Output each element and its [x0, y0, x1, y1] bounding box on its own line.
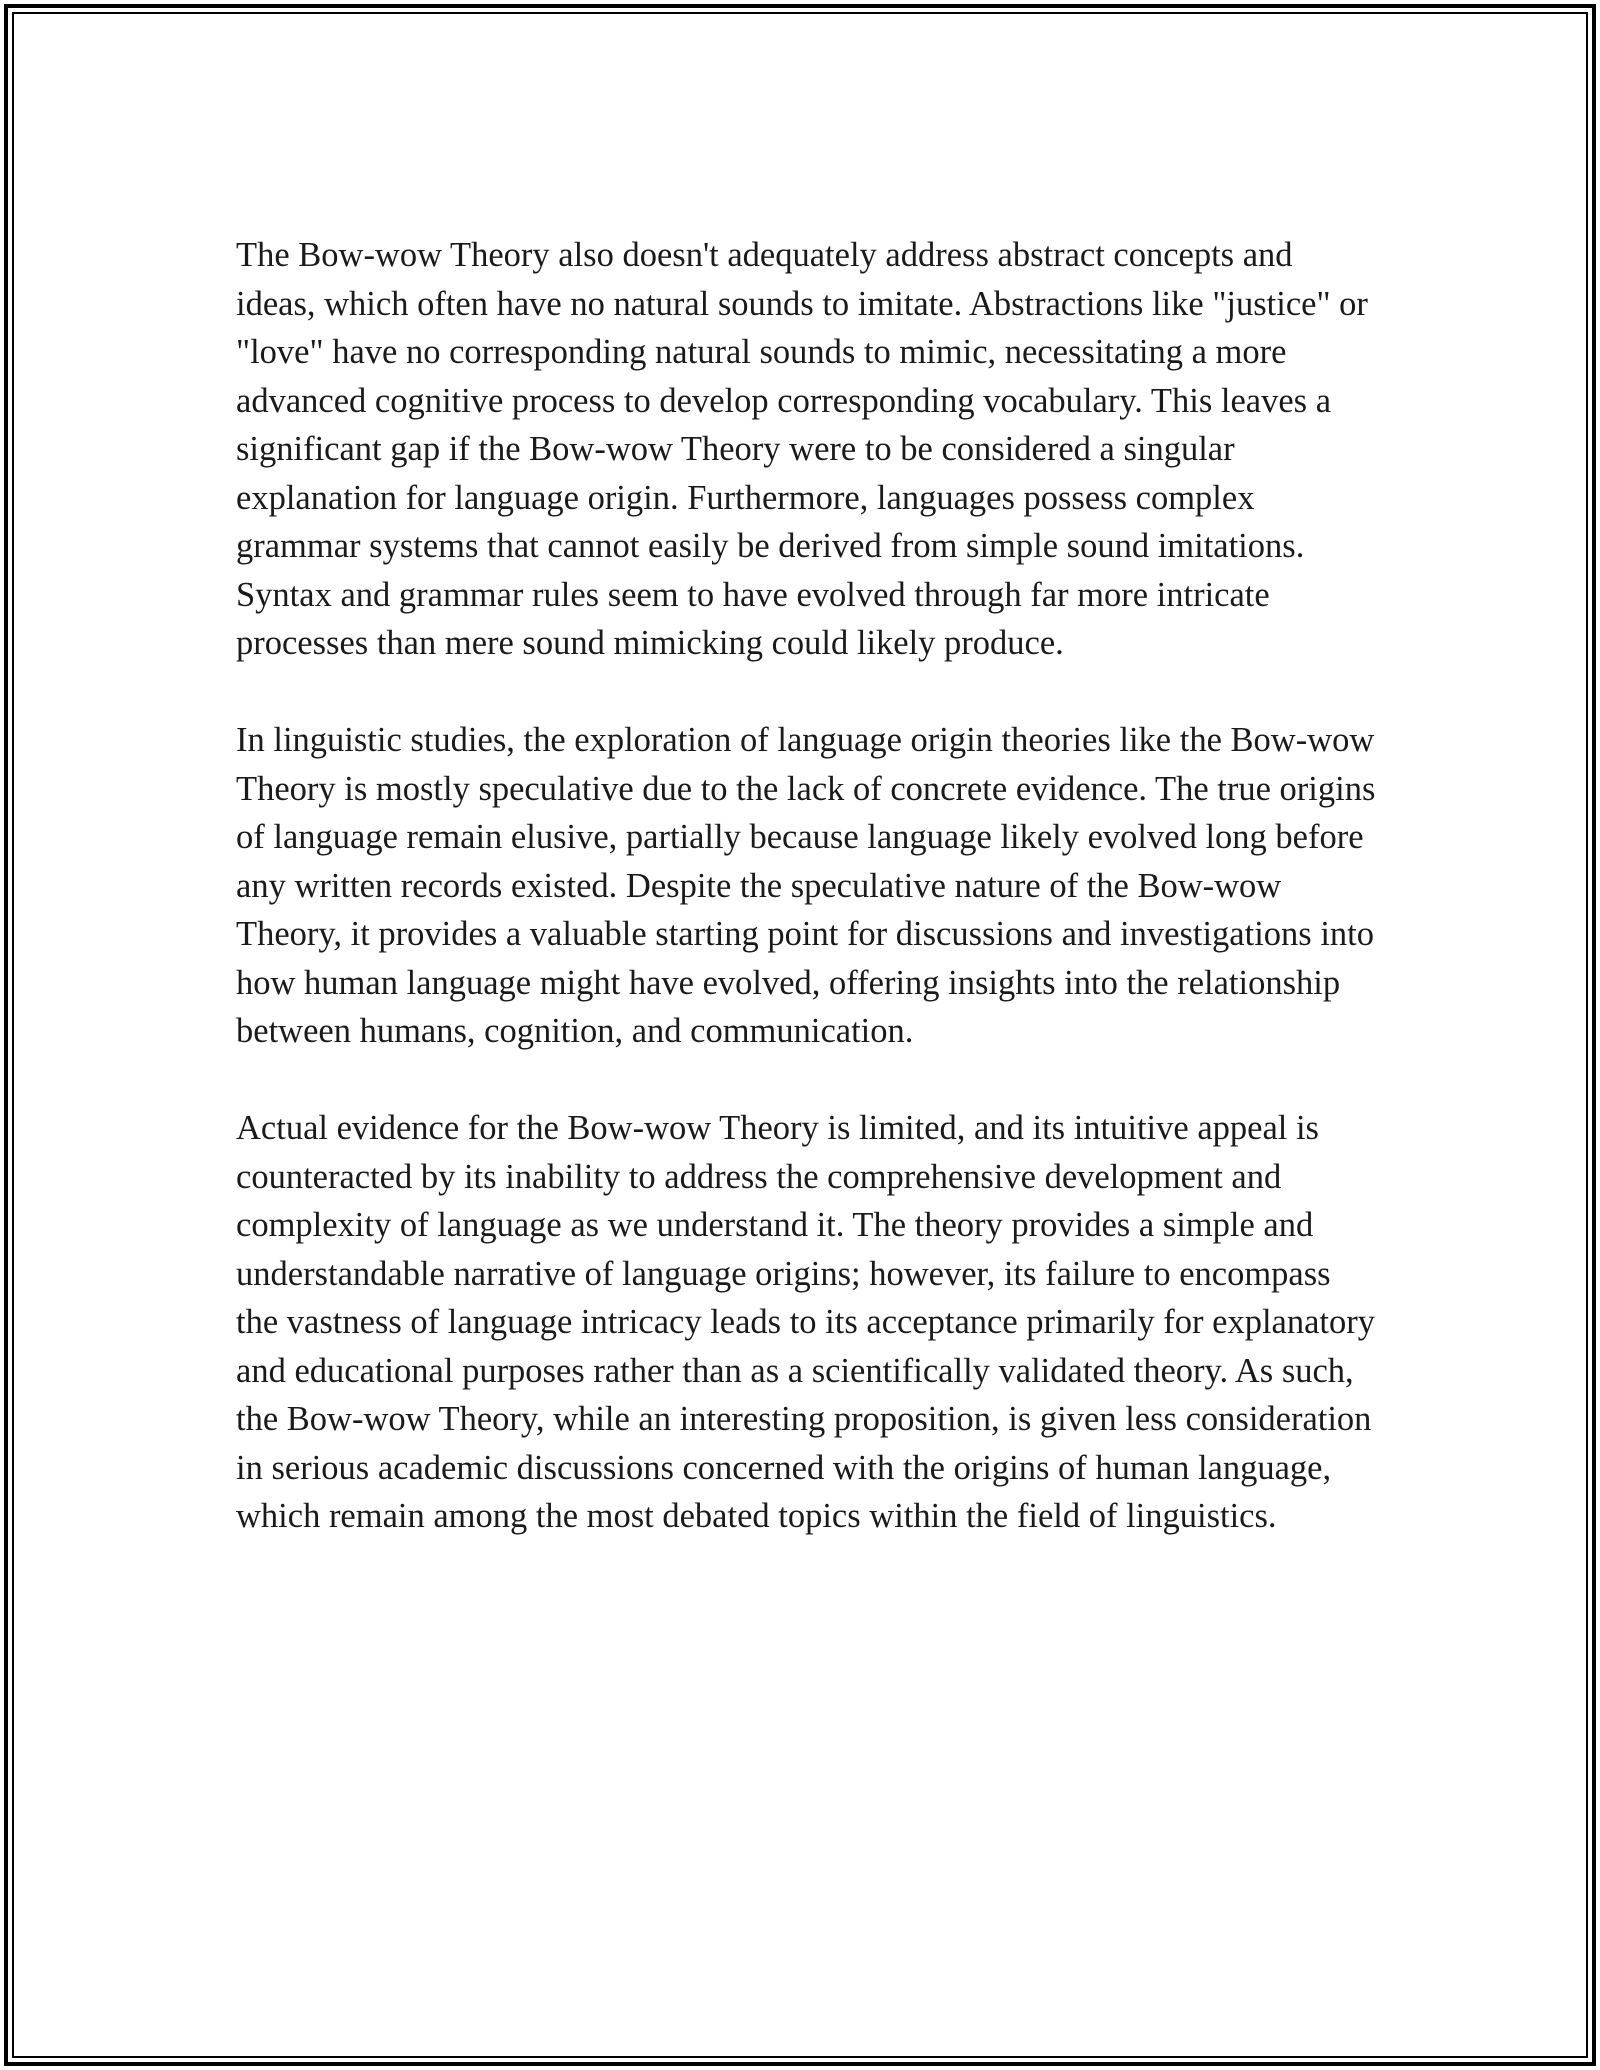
paragraph-3: Actual evidence for the Bow-wow Theory is limited, and its intuitive appeal is counteracted by its inability to address the comprehensive development and complexity of language as we understand it. The theory provides a simple and understandable narrative of language origins; however, its failure to encompass the vastness of language intricacy leads to its acceptance primarily for explanatory and educational purposes rather than as a scientifically validated theory. As such, the Bow-wow Theory, while an interesting proposition, is given less consideration in serious academic discussions concerned with the origins of human language, which remain among the most debated topics within the field of linguistics. — [236, 1109, 1376, 1535]
document-body — [236, 231, 1376, 1541]
paragraph-2: In linguistic studies, the exploration of language origin theories like the Bow-wow Theory is mostly speculative due to the lack of concrete evidence. The true origins of language remain elusive, partially because language likely evolved long before any written records existed. Despite the speculative nature of the Bow-wow Theory, it provides a valuable starting point for discussions and investigations into how human language might have evolved, offering insights into the relationship between humans, cognition, and communication. — [236, 721, 1376, 1050]
paragraph-1: The Bow-wow Theory also doesn't adequately address abstract concepts and ideas, which often have no natural sounds to imitate. Abstractions like "justice" or "love" have no corresponding natural sounds to mimic, necessitating a more advanced cognitive process to develop corresponding vocabulary. This leaves a significant gap if the Bow-wow Theory were to be considered a singular explanation for language origin. Furthermore, languages possess complex grammar systems that cannot easily be derived from simple sound imitations. Syntax and grammar rules seem to have evolved through far more intricate processes than mere sound mimicking could likely produce. — [236, 236, 1368, 662]
